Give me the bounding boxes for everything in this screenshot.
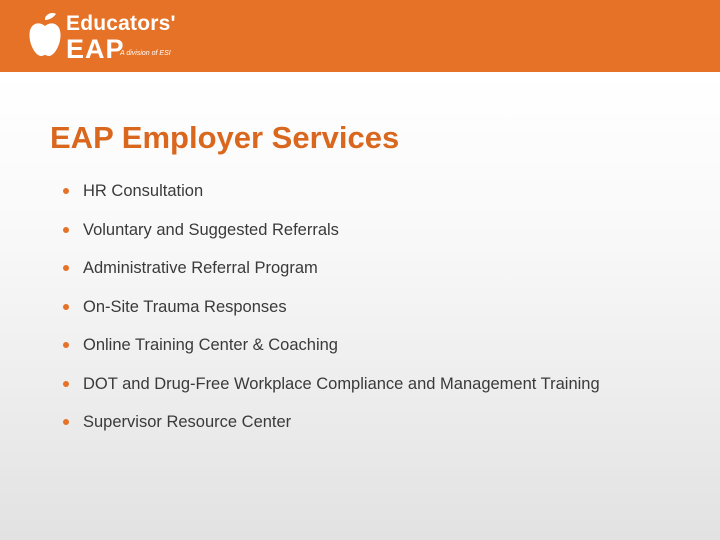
slide-title: EAP Employer Services (50, 120, 400, 155)
educators-eap-logo (28, 12, 188, 62)
bullet-icon (63, 419, 69, 425)
apple-icon (28, 12, 62, 58)
bullet-icon (63, 227, 69, 233)
list-item-text: Supervisor Resource Center (83, 413, 292, 431)
list-item (62, 288, 600, 327)
list-item (62, 403, 600, 442)
logo-name-line1: Educators' (66, 12, 176, 35)
bullet-icon (63, 304, 69, 310)
bullet-icon (63, 342, 69, 348)
list-item-text: HR Consultation (83, 182, 204, 200)
list-item (62, 172, 600, 211)
list-item-text: Voluntary and Suggested Referrals (83, 220, 339, 239)
list-item (62, 249, 600, 288)
list-item (62, 211, 600, 250)
list-item-text: DOT and Drug-Free Workplace Compliance and Management Training (83, 374, 600, 393)
bullet-icon (63, 381, 69, 387)
services-list (62, 172, 600, 442)
list-item-text: Online Training Center & Coaching (83, 336, 338, 354)
header-bar (0, 0, 720, 72)
list-item-text: On-Site Trauma Responses (83, 297, 287, 316)
list-item-text: Administrative Referral Program (83, 259, 318, 277)
bullet-icon (63, 188, 69, 194)
list-item (62, 365, 600, 404)
bullet-icon (63, 265, 69, 271)
logo-name-line2: EAP (66, 34, 125, 64)
list-item (62, 326, 600, 365)
logo-tagline: A division of ESI (120, 50, 171, 57)
